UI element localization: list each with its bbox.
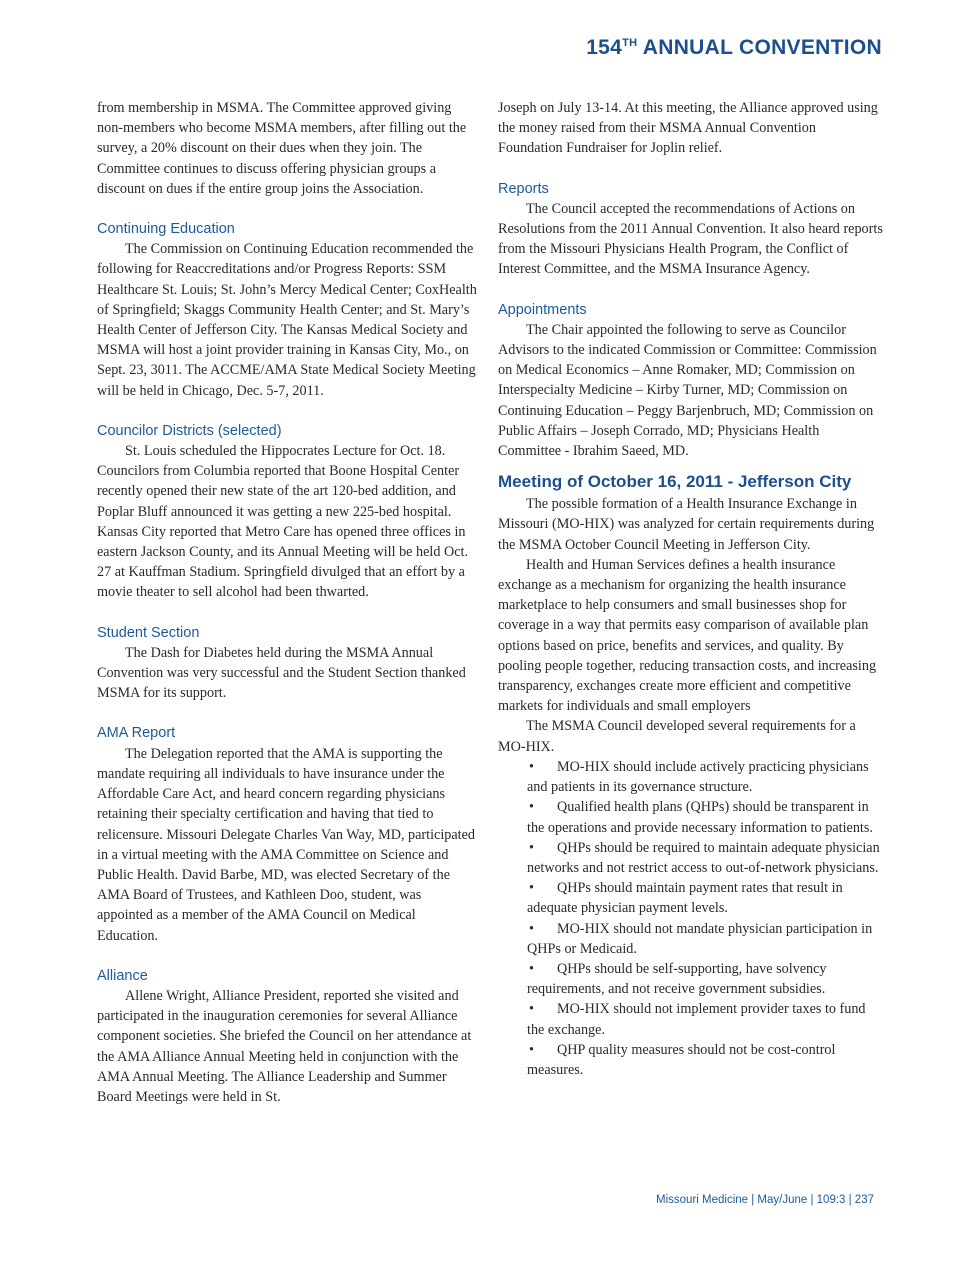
- bullet-icon: •: [529, 1001, 534, 1018]
- list-item-text: QHPs should be self-supporting, have solvency requirements, and not receive government subsidies.: [527, 960, 827, 998]
- title-text: ANNUAL CONVENTION: [637, 36, 882, 59]
- heading-alliance: Alliance: [97, 967, 148, 984]
- list-item: [527, 999, 883, 1039]
- heading-reports: Reports: [498, 180, 549, 197]
- bullet-icon: •: [529, 839, 534, 856]
- list-item-text: MO-HIX should not implement provider taxes to fund the exchange.: [527, 1001, 866, 1038]
- title-superscript: TH: [622, 37, 638, 49]
- reports-paragraph: The Council accepted the recommendations of Actions on Resolutions from the 2011 Annual Convention. It also heard reports from the Missouri Physicians Health Program, the Conflict of Interest Committee, and the MSMA Insurance Agency.: [498, 200, 883, 278]
- list-item-text: QHP quality measures should not be cost-control measures.: [527, 1041, 836, 1078]
- list-item-text: Qualified health plans (QHPs) should be transparent in the operations and provide necessary information to patients.: [527, 799, 873, 836]
- councilor-districts-paragraph: St. Louis scheduled the Hippocrates Lecture for Oct. 18. Councilors from Columbia reported that Boone Hospital Center recently opened their new state of the art 120-bed addition, and Poplar Bluff announced it was getting a new 225-bed hospital. Kansas City reported that Metro Care has opened three offices in eastern Jackson County, and its Annual Meeting will be held Oct. 27 at Kauffman Stadium. Springfield divulged that an effort by a movie theater to sell alcohol had been thwarted.: [97, 443, 469, 601]
- heading-continuing-education: Continuing Education: [97, 221, 235, 238]
- left-intro-paragraph: from membership in MSMA. The Committee approved giving non-members who become MSMA members, after filling out the survey, a 20% discount on their dues when they join. The Committee continues to discuss offering physician groups a discount on dues if the entire group joins the Association.: [97, 100, 467, 197]
- list-item: [527, 797, 883, 837]
- bullet-icon: •: [529, 799, 534, 816]
- bullet-icon: •: [529, 960, 534, 977]
- list-item: [527, 1040, 883, 1080]
- continuing-education-paragraph: The Commission on Continuing Education recommended the following for Reaccreditations and/or Progress Reports: SSM Healthcare St. Louis; St. John’s Mercy Medical Center; CoxHealth of Springfield; Skaggs Community Health Center; and St. Mary’s Health Center of Jefferson City. The Kansas Medical Society and MSMA will host a joint provider training in Kansas City, Mo., on Sept. 23, 3011. The ACCME/AMA State Medical Society Meeting will be held in Chicago, Dec. 5-7, 2011.: [97, 241, 477, 399]
- appointments-paragraph: The Chair appointed the following to serve as Councilor Advisors to the indicated Commission or Committee: Commission on Medical Economics – Anne Romaker, MD; Commission on Interspecialty Medicine – Kirby Turner, MD; Commission on Continuing Education – Peggy Barjenbruch, MD; Commission on Public Affairs – Joseph Corrado, MD; Physicians Health Committee - Ibrahim Saeed, MD.: [498, 321, 877, 460]
- meeting-paragraph-3: The MSMA Council developed several requirements for a MO-HIX.: [498, 718, 856, 755]
- heading-appointments: Appointments: [498, 301, 587, 318]
- alliance-paragraph: Allene Wright, Alliance President, reported she visited and participated in the inauguration ceremonies for several Alliance component societies. She briefed the Council on her attendance at the AMA Alliance Annual Meeting held in conjunction with the AMA Annual Meeting. The Alliance Leadership and Summer Board Meetings were held in St.: [97, 987, 472, 1105]
- bullet-icon: •: [529, 1041, 534, 1058]
- bullet-icon: •: [529, 880, 534, 897]
- requirements-list: [498, 757, 883, 1080]
- list-item-text: MO-HIX should include actively practicing physicians and patients in its governance structure.: [527, 758, 869, 796]
- left-column: [97, 98, 479, 1107]
- student-section-paragraph: The Dash for Diabetes held during the MSMA Annual Convention was very successful and the Student Section thanked MSMA for its support.: [97, 644, 466, 702]
- right-intro-paragraph: Joseph on July 13-14. At this meeting, the Alliance approved using the money raised from their MSMA Annual Convention Foundation Fundraiser for Joplin relief.: [498, 100, 878, 157]
- header-title: [586, 36, 882, 60]
- meeting-paragraph-1: The possible formation of a Health Insurance Exchange in Missouri (MO-HIX) was analyzed for certain requirements during the MSMA October Council Meeting in Jefferson City.: [498, 496, 875, 553]
- list-item-text: MO-HIX should not mandate physician participation in QHPs or Medicaid.: [527, 920, 873, 957]
- list-item-text: QHPs should maintain payment rates that result in adequate physician payment levels.: [527, 880, 843, 917]
- list-item: [527, 959, 883, 999]
- page-footer: Missouri Medicine | May/June | 109:3 | 237: [656, 1194, 874, 1206]
- list-item: [527, 919, 883, 959]
- bullet-icon: •: [529, 920, 534, 937]
- heading-councilor-districts: Councilor Districts (selected): [97, 422, 282, 439]
- heading-ama-report: AMA Report: [97, 725, 176, 742]
- right-column: [498, 98, 883, 1080]
- list-item: [527, 757, 883, 797]
- list-item: [527, 878, 883, 918]
- heading-student-section: Student Section: [97, 624, 200, 641]
- title-number: 154: [586, 36, 623, 59]
- heading-meeting-october: Meeting of October 16, 2011 - Jefferson City: [498, 472, 852, 492]
- list-item: [527, 838, 883, 878]
- meeting-paragraph-2: Health and Human Services defines a health insurance exchange as a mechanism for organizing the health insurance marketplace to help consumers and small businesses shop for coverage in a way that permits easy comparison of available plan options based on price, benefits and services, and quality. By pooling people together, reducing transaction costs, and increasing transparency, exchanges create more efficient and competitive markets for individuals and small employers: [498, 556, 877, 715]
- ama-report-paragraph: The Delegation reported that the AMA is supporting the mandate requiring all individuals to have insurance under the Affordable Care Act, and heard concern regarding physicians retaining their specialty certification and having that tied to relicensure. Missouri Delegate Charles Van Way, MD, participated in a virtual meeting with the AMA Committee on Science and Public Health. David Barbe, MD, was elected Secretary of the AMA Board of Trustees, and Kathleen Doo, student, was appointed as a member of the AMA Council on Medical Education.: [97, 745, 475, 944]
- bullet-icon: •: [529, 758, 534, 775]
- list-item-text: QHPs should be required to maintain adequate physician networks and not restrict access to out-of-network physicians.: [527, 839, 880, 876]
